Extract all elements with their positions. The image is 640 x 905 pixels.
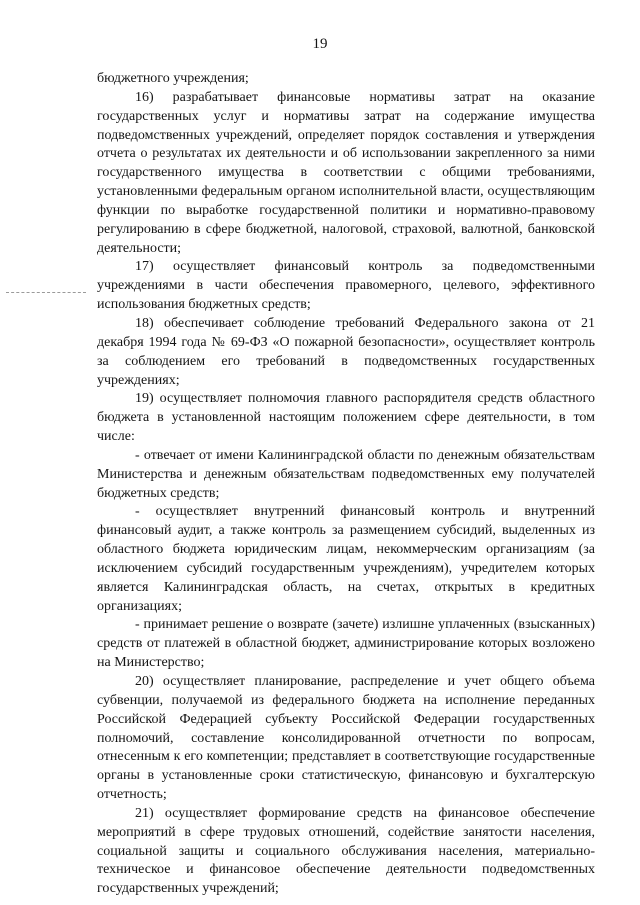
paragraph-continuation: бюджетного учреждения; [97,71,249,86]
paragraph-18: 18) обеспечивает соблюдение требований Федерального закона от 21 декабря 1994 года № 69-ФЗ «О пожарной безопасности», осуществляет контроль за соблюдением его требований в подведомственных государственных учреждениях; [97,315,595,388]
document-body [97,70,595,899]
paragraph-21: 21) осуществляет формирование средств на финансовое обеспечение мероприятий в сфере трудовых отношений, содействие занятости населения, социальной защиты и социального обслуживания населения, материально-техническое и финансовое обеспечение деятельности подведомственных государственных учреждений; [97,805,595,897]
paragraph-19-item-2: - осуществляет внутренний финансовый контроль и внутренний финансовый аудит, а также контроль за размещением субсидий, выделенных из областного бюджета юридическим лицам, некоммерческим организациям (за исключением субсидий государственным учреждениям), учредителем которых является Калининградская область, на счетах, открытых в кредитных организациях; [97,504,595,614]
paragraph-20: 20) осуществляет планирование, распределение и учет общего объема субвенции, получаемой из федерального бюджета на исполнение переданных Российской Федерацией субъекту Российской Федерации государственных полномочий, составление консолидированной отчетности по вопросам, отнесенным к его компетенции; представляет в соответствующие государственные органы в установленные сроки статистическую, финансовую и бухгалтерскую отчетность; [97,674,595,803]
page-number: 19 [312,36,328,52]
paragraph-19-item-1: - отвечает от имени Калининградской области по денежным обязательствам Министерства и денежным обязательствам подведомственных ему получателей бюджетных средств; [97,447,595,501]
paragraph-19: 19) осуществляет полномочия главного распорядителя средств областного бюджета в установленной настоящим положением сфере деятельности, в том числе: [97,391,595,445]
paragraph-16: 16) разрабатывает финансовые нормативы затрат на оказание государственных услуг и нормативы затрат на содержание имущества подведомственных учреждений, определяет порядок составления и утверждения отчета о результатах их деятельности и об использовании закрепленного за ними государственного имущества в соответствии с общими требованиями, установленными федеральным органом исполнительной власти, осуществляющим функции по выработке государственной политики и нормативно-правовому регулированию в сфере бюджетной, налоговой, страховой, валютной, банковской деятельности; [97,89,595,256]
paragraph-17: 17) осуществляет финансовый контроль за подведомственными учреждениями в части обеспечения правомерного, целевого, эффективного использования бюджетных средств; [97,259,595,313]
paragraph-19-item-3: - принимает решение о возврате (зачете) излишне уплаченных (взысканных) средств от платежей в областной бюджет, администрирование которых возложено на Министерство; [97,617,595,671]
margin-scan-mark [6,292,86,293]
